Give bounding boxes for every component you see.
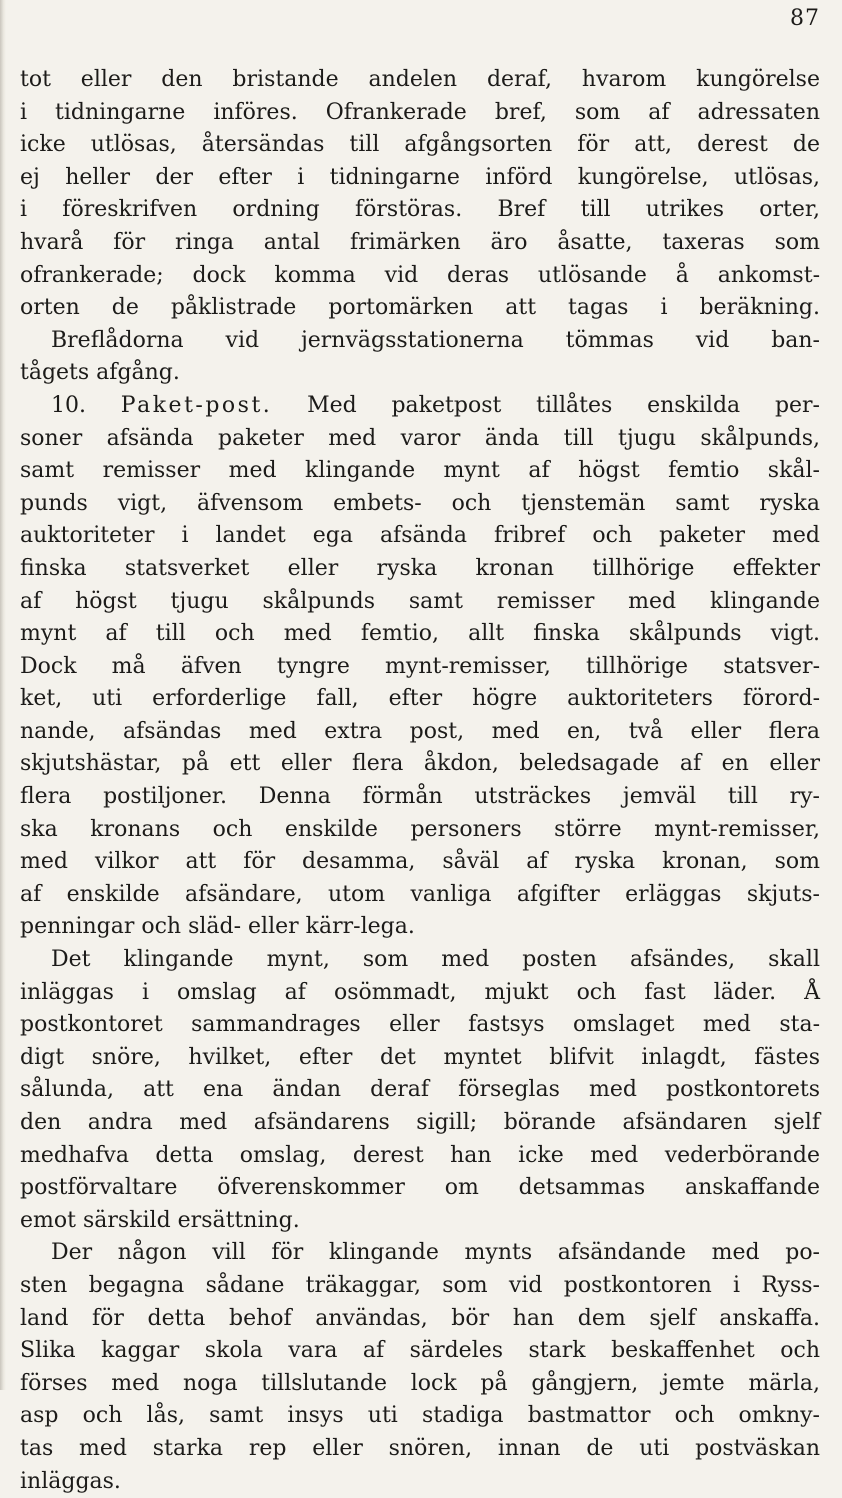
text-line: inläggas. xyxy=(20,1468,121,1494)
text-line: i föreskrifven ordning förstöras. Bref till utrikes orter, xyxy=(20,197,820,223)
text-line: Der någon vill för klingande mynts afsändande med po- xyxy=(51,1240,820,1266)
text-line: postförvaltare öfverenskommer om detsammas anskaffande xyxy=(20,1175,820,1201)
text-line: af högst tjugu skålpunds samt remisser med klingande xyxy=(20,588,820,614)
section-heading-line xyxy=(20,390,820,423)
text-line: finska statsverket eller ryska kronan tillhörige effekter xyxy=(20,555,820,581)
body-text xyxy=(20,64,820,1498)
text-line: Det klingande mynt, som med posten afsändes, skall xyxy=(51,947,820,973)
text-line: hvarå för ringa antal frimärken äro åsatte, taxeras som xyxy=(20,229,820,255)
text-line: orten de påklistrade portomärken att tagas i beräkning. xyxy=(20,295,820,321)
text-line: samt remisser med klingande mynt af högst femtio skål- xyxy=(20,458,820,484)
text-line: af enskilde afsändare, utom vanliga afgifter erläggas skjuts- xyxy=(20,881,820,907)
text-line: auktoriteter i landet ega afsända fribref och paketer med xyxy=(20,523,820,549)
text-line: tågets afgång. xyxy=(20,360,180,386)
text-line: sålunda, att ena ändan deraf förseglas med postkontorets xyxy=(20,1077,820,1103)
text-line: tot eller den bristande andelen deraf, hvarom kungörelse xyxy=(20,67,820,92)
text-line: ket, uti erforderlige fall, efter högre auktoriteters förord- xyxy=(20,686,820,712)
text-line: flera postiljoner. Denna förmån utsträckes jemväl till ry- xyxy=(20,784,820,810)
text-line: land för detta behof användas, bör han dem sjelf anskaffa. xyxy=(20,1305,820,1331)
text-line: Slika kaggar skola vara af särdeles stark beskaffenhet och xyxy=(20,1338,820,1364)
page-edge-shadow xyxy=(0,0,6,1390)
text-line: mynt af till och med femtio, allt finska skålpunds vigt. xyxy=(20,621,820,647)
text-line: den andra med afsändarens sigill; börande afsändaren sjelf xyxy=(20,1110,820,1135)
text-line: punds vigt, äfvensom embets- och tjenstemän samt ryska xyxy=(20,490,820,516)
text-line: ej heller der efter i tidningarne införd kungörelse, utlösas, xyxy=(20,164,820,190)
text-line: icke utlösas, återsändas till afgångsorten för att, derest de xyxy=(20,132,820,158)
text-line: soner afsända paketer med varor ända till tjugu skålpunds, xyxy=(20,425,820,451)
text-line: postkontoret sammandrages eller fastsys omslaget med sta- xyxy=(20,1012,820,1038)
section-text: Med paketpost tillåtes enskilda per- xyxy=(307,392,820,418)
text-line: asp och lås, samt insys uti stadiga bastmattor och omkny- xyxy=(20,1403,820,1429)
text-line: skjutshästar, på ett eller flera åkdon, beledsagade af en eller xyxy=(20,751,820,777)
text-line: ska kronans och enskilde personers större mynt-remisser, xyxy=(20,816,820,842)
text-line: inläggas i omslag af osömmadt, mjukt och fast läder. Å xyxy=(20,979,820,1005)
page-number: 87 xyxy=(790,6,820,31)
text-line: ofrankerade; dock komma vid deras utlösande å ankomst- xyxy=(20,262,820,288)
text-line: digt snöre, hvilket, efter det myntet blifvit inlagdt, fästes xyxy=(20,1044,820,1070)
text-line: tas med starka rep eller snören, innan de uti postväskan xyxy=(20,1435,820,1461)
text-line: penningar och släd- eller kärr-lega. xyxy=(20,914,415,940)
text-line: medhafva detta omslag, derest han icke med vederbörande xyxy=(20,1142,820,1168)
section-title: Paket-post. xyxy=(120,392,273,418)
text-line: nande, afsändas med extra post, med en, två eller flera xyxy=(20,718,820,744)
text-line: emot särskild ersättning. xyxy=(20,1207,300,1233)
text-line: förses med noga tillslutande lock på gångjern, jemte märla, xyxy=(20,1370,820,1396)
text-line: Dock må äfven tyngre mynt-remisser, tillhörige statsver- xyxy=(20,653,820,679)
text-line: Breflådorna vid jernvägsstationerna tömmas vid ban- xyxy=(51,327,820,353)
section-number: 10. xyxy=(51,392,86,418)
text-line: i tidningarne införes. Ofrankerade bref, som af adressaten xyxy=(20,99,820,125)
text-line: med vilkor att för desamma, såväl af ryska kronan, som xyxy=(20,849,820,875)
text-line: sten begagna sådane träkaggar, som vid postkontoren i Ryss- xyxy=(20,1272,820,1298)
